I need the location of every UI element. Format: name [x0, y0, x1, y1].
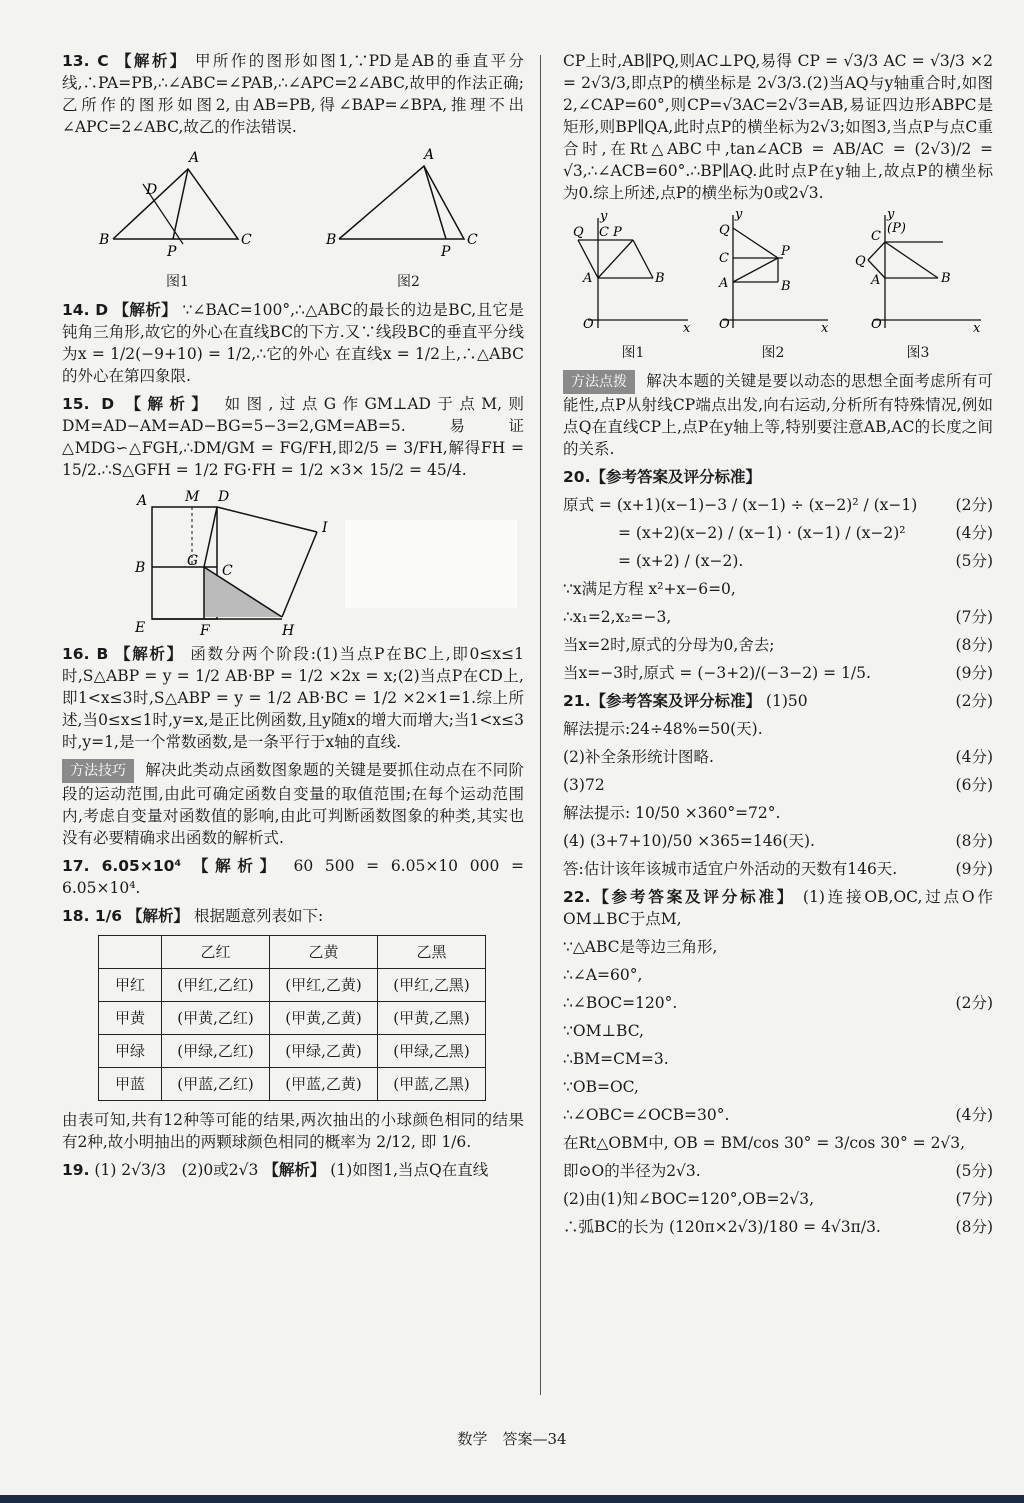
q22-step-score: (8分) [955, 1218, 993, 1236]
svg-text:Q: Q [573, 225, 584, 240]
q20-step-text: = (x+2) / (x−2). [618, 552, 744, 570]
table-cell: 甲黄 [99, 1002, 162, 1035]
blank-patch [345, 520, 517, 608]
q20-step [563, 662, 993, 684]
q20-step [563, 550, 993, 572]
table-cell: (甲黄,乙黄) [270, 1002, 378, 1035]
q20-step [563, 522, 993, 544]
q21-header: 【参考答案及评分标准】 [590, 691, 761, 710]
q21-step [563, 746, 993, 768]
q21-step [563, 774, 993, 796]
q21-step-text: 解法提示: 10/50 ×360°=72°. [563, 804, 781, 822]
q20-step-score: (8分) [955, 636, 993, 654]
question-20 [563, 466, 993, 684]
q21-step-score: (2分) [955, 692, 993, 710]
svg-text:y: y [600, 210, 608, 224]
q22-step-score [983, 1132, 993, 1154]
q13-text: 甲所作的图形如图1,∵PD是AB的垂直平分线,∴PA=PB,∴∠ABC=∠PAB,∴∠APC=2∠ABC,故甲的作法正确;乙所作的图形如图2,由AB=PB,得∠BAP=∠BPA,推理不出∠APC=2∠ABC,故乙的作法错误. [62, 52, 524, 136]
svg-text:B: B [135, 560, 146, 576]
q20-step-score [983, 578, 993, 600]
q13-triangle-1 [93, 144, 263, 264]
table-header-cell [99, 936, 162, 969]
q22-step-text: ∵OB=OC, [563, 1078, 639, 1096]
q22-step [563, 964, 993, 986]
svg-text:x: x [973, 321, 981, 335]
svg-text:A: A [423, 147, 434, 163]
q13-figure-1-caption: 图1 [166, 274, 189, 290]
table-header-cell: 乙红 [162, 936, 270, 969]
table-row [99, 1068, 486, 1101]
q20-number: 20. [563, 468, 591, 486]
q22-step [563, 1160, 993, 1182]
svg-text:O: O [583, 317, 594, 332]
bottom-band [0, 1495, 1024, 1503]
q18-conclusion: 由表可知,共有12种等可能的结果,两次抽出的小球颜色相同的结果有2种,故小明抽出的两颗球颜色相同的概率为 2/12, [62, 1111, 524, 1151]
q22-step [563, 1216, 993, 1238]
q14-text-2: 在直线x = 1/2上,∴△ABC的外心在第四象限. [62, 345, 524, 385]
q16-method-text: 解决此类动点函数图象题的关键是要抓住动点在不同阶段的运动范围,由此可确定函数自变量的取值范围;在每个运动范围内,考虑自变量对函数值的影响,由此可判断函数图象的种类,其实也没有必要精确求出函数的解析式. [62, 761, 524, 847]
q22-step-score: (5分) [955, 1162, 993, 1180]
q20-step [563, 606, 993, 628]
q19-text: CP上时,AB∥PQ,则AC⊥PQ,易得 CP = √3/3 AC = √3/3 ×2 = 2√3/3,即点P的横坐标是 2√3/3.(2)当AQ与y轴重合时,如图2,∠CAP=60°,则CP=√3AC=2√3=AB,易证四边形ABPC是矩形,则BP∥QA,此时点P的横坐标为2√3;如图3,当点P与点C重合时,在Rt△ABC中,tan∠ACB = AB/AC = (2√3)/2 = √3,∴∠ACB=60°.∴BP∥AQ.此时点P在y轴上,故点P的横坐标为0.综上所述,点P的横坐标为0或2√3. [563, 52, 993, 202]
svg-text:C: C [222, 563, 233, 579]
svg-text:F: F [200, 623, 210, 637]
table-row [99, 969, 486, 1002]
q21-number: 21. [563, 692, 591, 710]
svg-text:y: y [887, 210, 895, 222]
svg-text:O: O [719, 317, 730, 332]
q22-step-text: ∴∠OBC=∠OCB=30°. [563, 1106, 730, 1124]
q18-number: 18. 1/6 [62, 907, 123, 925]
q22-step-text: ∴BM=CM=3. [563, 1050, 669, 1068]
table-cell: (甲蓝,乙红) [162, 1068, 270, 1101]
q19-start: (1)如图1,当点Q在直线 [330, 1161, 489, 1179]
q18-tag: 【解析】 [127, 906, 190, 925]
question-13 [62, 50, 524, 293]
svg-text:B: B [781, 279, 791, 294]
q13-number: 13. C [62, 52, 109, 70]
q19-figure-2-caption: 图2 [761, 345, 785, 361]
q21-step-score: (6分) [955, 776, 993, 794]
q22-step-score [983, 1020, 993, 1042]
q13-figure-1 [93, 144, 263, 293]
q22-step [563, 1188, 993, 1210]
svg-text:A: A [719, 276, 729, 291]
q20-step [563, 494, 993, 516]
svg-text:A: A [137, 493, 148, 509]
q22-step-score [983, 964, 993, 986]
svg-text:D: D [218, 489, 230, 505]
svg-text:P: P [166, 244, 176, 260]
q20-step-text: 当x=2时,原式的分母为0,舍去; [563, 636, 775, 654]
q22-step-text: (2)由(1)知∠BOC=120°,OB=2√3, [563, 1190, 815, 1208]
question-18 [62, 905, 524, 1153]
q20-step-score: (5分) [955, 552, 993, 570]
q21-step [563, 830, 993, 852]
q22-step [563, 1104, 993, 1126]
q13-tag: 【解析】 [116, 51, 188, 70]
q18-conclusion-2: 即 1/6. [420, 1133, 472, 1151]
q19-method-text: 解决本题的关键是要以动态的思想全面考虑所有可能性,点P从射线CP端点出发,向右运动,分析所有特殊情况,例如点Q在直线CP上,点P在y轴上等,特别要注意AB,AC的长度之间的关系. [563, 372, 993, 458]
q19-figure-1-caption: 图1 [621, 345, 645, 361]
svg-text:y: y [735, 210, 743, 222]
q13-figure-2-caption: 图2 [397, 274, 420, 290]
column-divider [540, 55, 541, 1395]
right-column [563, 50, 993, 1244]
q19-tag: 【解析】 [263, 1160, 326, 1179]
q22-step [563, 936, 993, 958]
table-cell: (甲黄,乙黑) [378, 1002, 486, 1035]
q21-step-score [983, 802, 993, 824]
q20-step-score: (9分) [955, 664, 993, 682]
q14-text-1: ∵∠BAC=100°,∴△ABC的最长的边是BC,且它是钝角三角形,故它的外心在直线BC的下方.又∵线段BC的垂直平分线为x = 1/2(−9+10) = 1/2,∴它的外心 [62, 301, 524, 363]
q22-step [563, 1048, 993, 1070]
svg-text:H: H [282, 623, 295, 637]
q22-header: 【参考答案及评分标准】 [590, 887, 796, 906]
q15-number: 15. D [62, 395, 115, 413]
q20-step-text: 原式 = (x+1)(x−1)−3 / (x−1) ÷ (x−2)² / (x−1) [563, 496, 918, 514]
question-17 [62, 855, 524, 899]
table-cell: 甲蓝 [99, 1068, 162, 1101]
q21-step-text: (2)补全条形统计图略. [563, 748, 714, 766]
svg-text:x: x [821, 321, 829, 335]
q16-tag: 【解析】 [115, 644, 184, 663]
table-cell: (甲蓝,乙黄) [270, 1068, 378, 1101]
svg-text:A: A [188, 150, 199, 166]
q22-step-text: ∴∠BOC=120°. [563, 994, 678, 1012]
table-cell: (甲红,乙黄) [270, 969, 378, 1002]
q16-text: 函数分两个阶段:(1)当点P在BC上,即0≤x≤1时,S△ABP = y = 1/2 AB·BP = 1/2 ×2x = x;(2)当点P在CD上,即1<x≤3时,S△ABP = y = 1/2 AB·BC = 1/2 ×2×1=1.综上所述,当0≤x≤1时,y=x,是正比例函数,且y随x的增大而增大;当1<x≤3时,y=1,是一个常数函数,是一条平行于x轴的直线. [62, 645, 524, 751]
svg-text:M: M [185, 489, 200, 505]
q15-tag: 【解析】 [125, 394, 214, 413]
q22-step-score [983, 1048, 993, 1070]
q21-step-text: (4) (3+7+10)/50 ×365=146(天). [563, 832, 815, 850]
question-14 [62, 299, 524, 387]
q19-coordinate-figure-1 [573, 210, 693, 335]
q21-first-line [563, 690, 993, 712]
table-cell: (甲绿,乙黑) [378, 1035, 486, 1068]
table-cell: (甲黄,乙红) [162, 1002, 270, 1035]
q20-step-score: (2分) [955, 496, 993, 514]
q22-step-score: (4分) [955, 1106, 993, 1124]
svg-text:B: B [655, 271, 665, 286]
table-row [99, 1035, 486, 1068]
q21-step-score [983, 718, 993, 740]
svg-text:D: D [145, 182, 157, 198]
q22-step-text: 在Rt△OBM中, OB = BM/cos 30° = 3/cos 30° = 2√3, [563, 1134, 966, 1152]
q21-step-text: (1)50 [765, 692, 808, 710]
svg-text:G: G [187, 553, 199, 569]
svg-text:B: B [325, 232, 336, 248]
table-cell: 甲红 [99, 969, 162, 1002]
q21-step-score: (9分) [955, 860, 993, 878]
q22-step-text: ∵OM⊥BC, [563, 1022, 644, 1040]
svg-text:E: E [135, 620, 146, 636]
page-footer: 数学 答案—34 [457, 1430, 567, 1448]
q19-figure-3 [853, 210, 983, 364]
q14-number: 14. D [62, 301, 109, 319]
q21-step-text: 解法提示:24÷48%=50(天). [563, 720, 763, 738]
q21-step-score: (8分) [955, 832, 993, 850]
svg-text:Q: Q [855, 254, 866, 269]
q19-figure-1 [573, 210, 693, 364]
table-header-cell: 乙黄 [270, 936, 378, 969]
svg-text:B: B [941, 271, 951, 286]
table-header-cell: 乙黑 [378, 936, 486, 969]
q22-step [563, 992, 993, 1014]
q20-step-score: (7分) [955, 608, 993, 626]
q22-step-score: (2分) [955, 994, 993, 1012]
q22-number: 22. [563, 888, 591, 906]
q19-figure-3-caption: 图3 [906, 345, 930, 361]
q22-step [563, 1020, 993, 1042]
q22-step-text: 即⊙O的半径为2√3. [563, 1162, 701, 1180]
q22-step [563, 1076, 993, 1098]
svg-text:A: A [583, 271, 593, 286]
q13-figures [62, 144, 524, 293]
q22-step-text: ∵△ABC是等边三角形, [563, 938, 718, 956]
q22-step-text: ∴弧BC的长为 (120π×2√3)/180 = 4√3π/3. [563, 1218, 881, 1236]
q13-triangle-2 [324, 144, 494, 264]
q16-number: 16. B [62, 645, 109, 663]
q21-step-score: (4分) [955, 748, 993, 766]
svg-text:C: C [466, 232, 478, 248]
svg-text:P: P [613, 225, 622, 240]
table-header-row [99, 936, 486, 969]
q17-tag: 【解析】 [192, 856, 282, 875]
table-cell: (甲红,乙红) [162, 969, 270, 1002]
q21-step [563, 718, 993, 740]
q19-figures [563, 210, 993, 364]
svg-text:C: C [240, 232, 252, 248]
svg-text:C: C [871, 229, 881, 244]
svg-text:B: B [98, 232, 109, 248]
svg-text:A: A [871, 273, 881, 288]
q22-step-text: ∴∠A=60°, [563, 966, 643, 984]
svg-text:C: C [719, 251, 729, 266]
left-column [62, 50, 524, 1187]
q22-step-score: (7分) [955, 1190, 993, 1208]
question-19-continued [563, 50, 993, 460]
q22-first: (1)连接OB,OC,过点O作OM⊥BC于点M, [563, 888, 993, 928]
q19-coordinate-figure-2 [713, 210, 833, 335]
table-row [99, 1002, 486, 1035]
q17-number: 17. 6.05×10⁴ [62, 857, 182, 875]
svg-text:Q: Q [719, 223, 730, 238]
question-16 [62, 643, 524, 849]
method-hint-badge: 方法点拨 [563, 370, 635, 394]
q20-step-text: ∴x₁=2,x₂=−3, [563, 608, 672, 626]
q21-step-text: 答:估计该年该城市适宜户外活动的天数有146天. [563, 860, 898, 878]
q17-text: 60 500 = 6.05×10 000 = 6.05×10⁴. [62, 857, 524, 897]
svg-text:O: O [871, 317, 882, 332]
q21-step-text: (3)72 [563, 776, 605, 794]
q22-step-score [983, 936, 993, 958]
q20-step-text: = (x+2)(x−2) / (x−1) · (x−1) / (x−2)² [618, 524, 906, 542]
q20-step-score: (4分) [955, 524, 993, 542]
question-21 [563, 690, 993, 880]
method-tips-badge: 方法技巧 [62, 759, 134, 783]
svg-text:I: I [322, 520, 328, 536]
q21-step [563, 802, 993, 824]
svg-text:(P): (P) [887, 221, 906, 236]
svg-text:x: x [683, 321, 691, 335]
q20-step [563, 578, 993, 600]
q19-answer: (1) 2√3/3 (2)0或2√3 [94, 1161, 259, 1179]
q20-header: 【参考答案及评分标准】 [590, 467, 761, 486]
table-cell: 甲绿 [99, 1035, 162, 1068]
svg-text:P: P [781, 244, 790, 259]
table-cell: (甲绿,乙黄) [270, 1035, 378, 1068]
svg-text:C: C [599, 225, 609, 240]
q19-coordinate-figure-3 [853, 210, 983, 335]
q19-figure-2 [713, 210, 833, 364]
q13-figure-2 [324, 144, 494, 293]
table-cell: (甲蓝,乙黑) [378, 1068, 486, 1101]
table-cell: (甲红,乙黑) [378, 969, 486, 1002]
question-22 [563, 886, 993, 1238]
q18-outcome-table [98, 935, 486, 1101]
q22-step-score [983, 1076, 993, 1098]
q20-step [563, 634, 993, 656]
question-19-start [62, 1159, 524, 1181]
q15-text-2: 1/2 FG·FH = 1/2 ×3× 15/2 = 45/4. [193, 461, 467, 479]
q19-number: 19. [62, 1161, 90, 1179]
table-cell: (甲绿,乙红) [162, 1035, 270, 1068]
q20-step-text: 当x=−3时,原式 = (−3+2)/(−3−2) = 1/5. [563, 664, 871, 682]
q15-text-1: 如图,过点G作GM⊥AD于点M,则DM=AD−AM=AD−BG=5−3=2,GM=AB=5.易证△MDG∽△FGH,∴DM/GM = FG/FH,即2/5 = 3/FH,解得FH = 15/2.∴S△GFH = [62, 395, 524, 479]
q14-tag: 【解析】 [113, 300, 178, 319]
q18-intro: 根据题意列表如下: [193, 907, 324, 925]
svg-text:P: P [440, 244, 450, 260]
q20-step-text: ∵x满足方程 x²+x−6=0, [563, 580, 736, 598]
q22-step [563, 1132, 993, 1154]
q21-step [563, 858, 993, 880]
